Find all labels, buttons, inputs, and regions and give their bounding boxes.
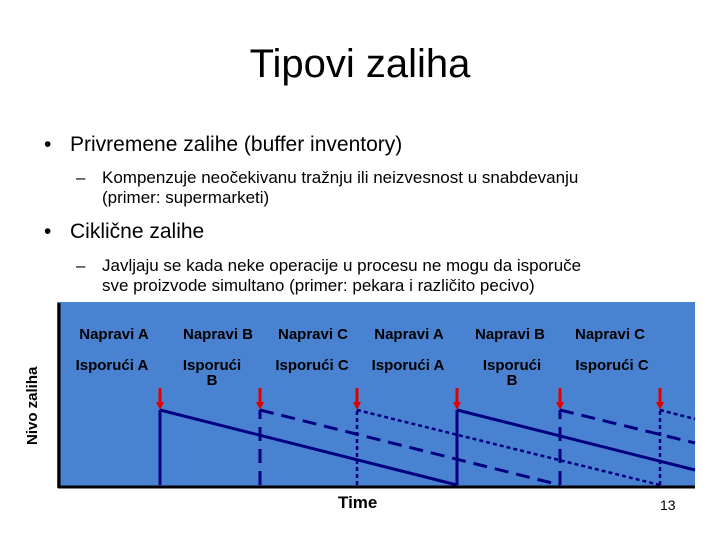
make-label: Napravi C	[277, 326, 349, 343]
deliver-label: Isporući C	[275, 357, 349, 374]
sub-bullet-line: (primer: supermarketi)	[102, 188, 270, 207]
deliver-label: Isporući A	[371, 357, 445, 374]
slide-title: Tipovi zaliha	[249, 42, 471, 86]
page-number: 13	[660, 497, 676, 513]
deliver-label: B	[206, 372, 218, 389]
sub-bullet-line: sve proizvode simultano (primer: pekara i različito pecivo)	[102, 276, 535, 295]
depletion-line-c	[357, 410, 660, 485]
deliver-label: Isporući C	[575, 357, 649, 374]
bullet-marker: •	[44, 133, 52, 156]
make-label: Napravi C	[574, 326, 646, 343]
deliver-label: Isporući	[482, 357, 542, 374]
y-axis-label: Nivo zaliha	[24, 366, 41, 445]
make-label: Napravi B	[474, 326, 546, 343]
bullet-text: Privremene zalihe (buffer inventory)	[70, 133, 403, 156]
bullet-text: Ciklične zalihe	[70, 220, 205, 243]
deliver-label: Isporući A	[75, 357, 149, 374]
bullet-marker: •	[44, 220, 52, 243]
deliver-label: Isporući	[182, 357, 242, 374]
make-label: Napravi A	[79, 326, 149, 343]
sub-bullet-line: Kompenzuje neočekivanu tražnju ili neizvesnost u snabdevanju	[102, 168, 579, 187]
deliver-label: B	[506, 372, 518, 389]
make-label: Napravi A	[374, 326, 444, 343]
dash-marker: –	[76, 168, 86, 187]
sub-bullet-line: Javljaju se kada neke operacije u procesu ne mogu da isporuče	[102, 256, 582, 275]
make-label: Napravi B	[182, 326, 254, 343]
x-axis-label: Time	[338, 493, 378, 512]
depletion-line-c	[660, 410, 695, 419]
dash-marker: –	[76, 256, 86, 275]
